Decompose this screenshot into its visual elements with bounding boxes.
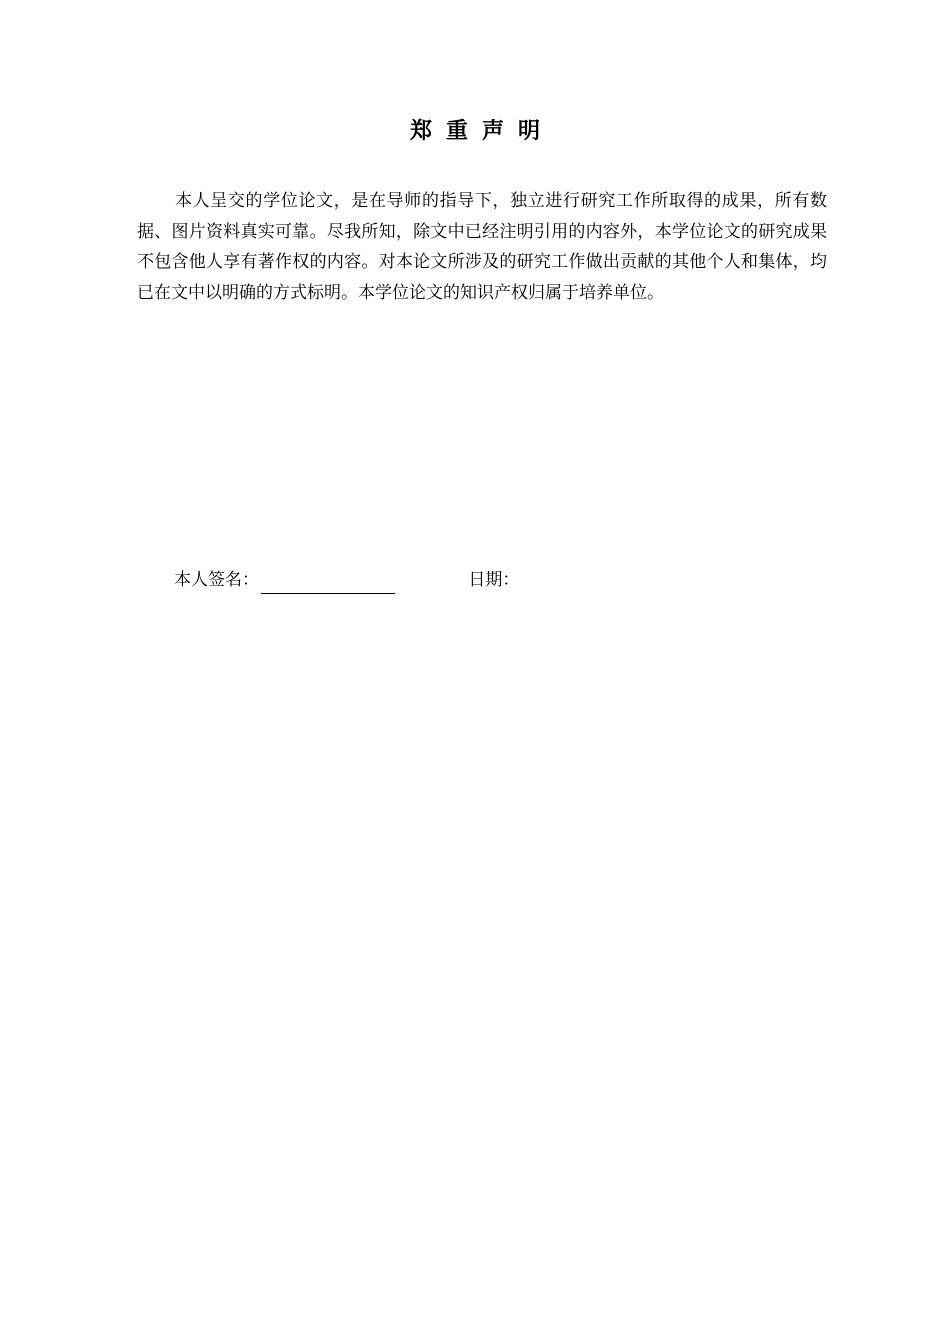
signature-row [174,566,519,594]
signature-label: 本人签名： [174,570,259,590]
date-label: 日期： [468,570,520,590]
signature-line [261,571,395,594]
page-title: 郑重声明 [409,119,554,144]
declaration-paragraph: 本人呈交的学位论文，是在导师的指导下，独立进行研究工作所取得的成果，所有数据、图片资料真实可靠。尽我所知，除文中已经注明引用的内容外，本学位论文的研究成果不包含他人享有著作权的内容。对本论文所涉及的研究工作做出贡献的其他个人和集体，均已在文中以明确的方式标明。本学位论文的知识产权归属于培养单位。 [137,191,827,303]
